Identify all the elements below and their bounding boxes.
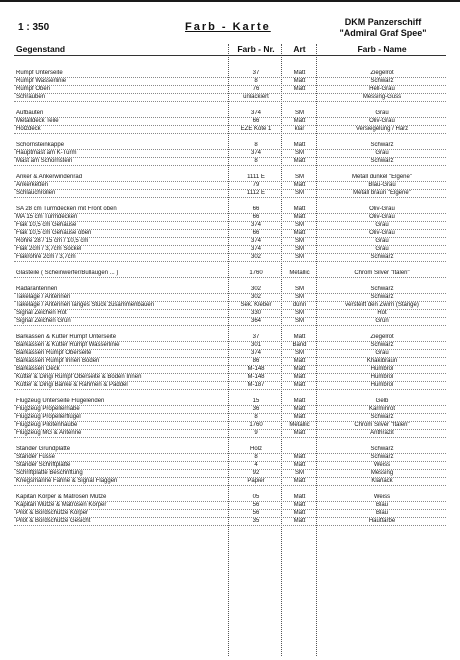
cell-farb-nr: 66 [252, 118, 260, 124]
table-row [14, 126, 446, 134]
cell-farb-name: Metall dunkel "Elgene" [352, 174, 412, 180]
cell-gegenstand: MA 15 cm Turmdecken [16, 214, 78, 220]
cell-art: SM [295, 310, 304, 316]
cell-farb-name: Weiss [373, 462, 391, 468]
cell-art: Matt [293, 334, 306, 340]
cell-farb-nr: 35 [252, 518, 260, 524]
cell-farb-nr: 302 [250, 286, 261, 292]
cell-gegenstand: Schriftplatte Beschriftung [16, 470, 83, 476]
cell-gegenstand: Flugzeug Propellernabe [16, 406, 80, 412]
cell-farb-nr: 56 [252, 510, 260, 516]
cell-art: Metallic [289, 422, 310, 428]
cell-farb-name: Karminrot [368, 406, 395, 412]
cell-gegenstand: Pilot & Bordschütze Körper [16, 510, 89, 516]
cell-farb-nr: 37 [252, 334, 260, 340]
cell-art: Matt [293, 78, 306, 84]
cell-farb-nr: 8 [254, 142, 258, 148]
cell-farb-nr: Holz [249, 446, 262, 452]
table-row [14, 78, 446, 86]
table-row [14, 518, 446, 526]
table-row [14, 406, 446, 414]
cell-farb-name: Schwarz [370, 142, 394, 148]
table-row [14, 222, 446, 230]
cell-farb-nr: 92 [252, 470, 260, 476]
cell-gegenstand: Signal Zeichen Rot [16, 310, 67, 316]
cell-gegenstand: Rumpf Unterseite [16, 70, 63, 76]
cell-farb-name: Grau [375, 110, 389, 116]
cell-gegenstand: Barkassen Rumpf Oberseite [16, 350, 92, 356]
cell-farb-name: Schwarz [370, 342, 394, 348]
cell-gegenstand: Rumpf Wasserlinie [16, 78, 67, 84]
cell-art: Matt [293, 494, 306, 500]
cell-art: SM [295, 246, 304, 252]
cell-farb-name: Oliv-Grau [369, 214, 395, 220]
cell-farb-name: Grau [375, 238, 389, 244]
cell-farb-name: Humbrol [370, 374, 394, 380]
cell-gegenstand: SA 28 cm Turmdecken mit Front oben [16, 206, 117, 212]
cell-farb-nr: 301 [250, 342, 261, 348]
cell-farb-name: Schwarz [370, 294, 394, 300]
header-art: Art [293, 44, 306, 54]
cell-farb-nr: unlackiert [243, 94, 269, 100]
cell-farb-name: Schwarz [370, 454, 394, 460]
cell-farb-nr: M-148 [247, 366, 265, 372]
cell-gegenstand: Kapitän Körper & Matrosen Mütze [16, 494, 107, 500]
cell-farb-name: Schwarz [370, 158, 394, 164]
cell-gegenstand: Kriegsmarine Fahne & Signal Flaggen [16, 478, 118, 484]
cell-gegenstand: Ständer Füsse [16, 454, 56, 460]
table-row [14, 246, 446, 254]
cell-farb-name: Schwarz [370, 414, 394, 420]
cell-farb-nr: EZE Kote 1 [240, 126, 272, 132]
table-row [14, 350, 446, 358]
cell-art: Matt [293, 374, 306, 380]
table-row [14, 150, 446, 158]
cell-gegenstand: Mast am Schornstein [16, 158, 73, 164]
cell-farb-nr: 86 [252, 358, 260, 364]
cell-farb-name: Blau-Grau [368, 182, 396, 188]
cell-farb-nr: 8 [254, 454, 258, 460]
header-gegenstand: Gegenstand [16, 44, 66, 54]
cell-gegenstand: Anker & Ankerwindenrad [16, 174, 83, 180]
cell-gegenstand: Rohre 28 / 15 cm / 10,5 cm [16, 238, 89, 244]
cell-farb-nr: 364 [250, 318, 261, 324]
cell-farb-name: Grau [375, 150, 389, 156]
cell-farb-name: Schwarz [370, 446, 394, 452]
cell-farb-nr: 374 [250, 246, 261, 252]
cell-farb-name: Ziegelrot [370, 334, 394, 340]
color-table [14, 44, 446, 656]
table-row [14, 382, 446, 390]
cell-gegenstand: Flugzeug Unterseite Flügelenden [16, 398, 105, 404]
cell-farb-name: Gelb [375, 398, 389, 404]
cell-farb-nr: 37 [252, 70, 260, 76]
cell-farb-name: Schwarz [370, 286, 394, 292]
cell-art: Matt [293, 462, 306, 468]
cell-farb-name: Hell-Grau [369, 86, 395, 92]
cell-gegenstand: Kutter & Dingi Rumpf Oberseite & Boden Innen [16, 374, 142, 380]
cell-farb-nr: Sek. Kleber [240, 302, 272, 308]
cell-art: dünn [292, 302, 307, 308]
cell-farb-nr: 36 [252, 406, 260, 412]
cell-art: Matt [293, 478, 306, 484]
cell-farb-name: Anthrazit [370, 430, 394, 436]
table-row [14, 70, 446, 78]
cell-art: Matt [293, 230, 306, 236]
header-farb-nr: Farb - Nr. [237, 44, 275, 54]
cell-art: Matt [293, 510, 306, 516]
table-row [14, 310, 446, 318]
cell-farb-nr: 374 [250, 238, 261, 244]
cell-gegenstand: Kapitän Mütze & Matrosen Körper [16, 502, 107, 508]
cell-farb-nr: 9 [254, 430, 258, 436]
cell-farb-nr: 330 [250, 310, 261, 316]
table-row [14, 110, 446, 118]
cell-farb-name: Grau [375, 222, 389, 228]
cell-gegenstand: Metalldeck Teile [16, 118, 59, 124]
cell-farb-name: Versiegelung / Harz [355, 126, 409, 132]
cell-farb-nr: 66 [252, 230, 260, 236]
cell-farb-name: Klarlack [371, 478, 393, 484]
cell-art: SM [295, 350, 304, 356]
cell-farb-name: Rot [377, 310, 387, 316]
cell-gegenstand: Flak 2cm / 3,7cm Sockel [16, 246, 82, 252]
cell-gegenstand: Aufbauten [16, 110, 44, 116]
table-row [14, 454, 446, 462]
cell-gegenstand: Flak 10,5 cm Gehäuse [16, 222, 77, 228]
cell-art: SM [295, 294, 304, 300]
table-row [14, 358, 446, 366]
cell-art: Matt [293, 430, 306, 436]
table-row [14, 286, 446, 294]
cell-farb-nr: M-187 [247, 382, 265, 388]
cell-art: Band [292, 342, 307, 348]
table-row [14, 230, 446, 238]
table-row [14, 206, 446, 214]
cell-art: Metallic [289, 270, 310, 276]
cell-farb-nr: 15 [252, 398, 260, 404]
cell-gegenstand: Flakrohre 2cm / 3,7cm [16, 254, 76, 260]
cell-art: Matt [293, 414, 306, 420]
table-header-row [14, 44, 446, 56]
cell-farb-name: Oliv-Grau [369, 230, 395, 236]
cell-art: Matt [293, 406, 306, 412]
table-row [14, 374, 446, 382]
cell-art: Matt [293, 358, 306, 364]
table-row [14, 430, 446, 438]
cell-gegenstand: Barkassen Deck [16, 366, 60, 372]
cell-gegenstand: Barkassen & Kutter Rumpf Unterseite [16, 334, 117, 340]
cell-gegenstand: Flugzeug Pilotenhaube [16, 422, 78, 428]
cell-farb-name: Schwarz [370, 254, 394, 260]
cell-gegenstand: Takelage / Antennen [16, 294, 71, 300]
cell-gegenstand: Flak 10,5 cm Gehäuse oben [16, 230, 92, 236]
table-row [14, 118, 446, 126]
cell-art: Matt [293, 118, 306, 124]
cell-art: Matt [293, 206, 306, 212]
cell-farb-nr: Papier [247, 478, 265, 484]
table-row [14, 158, 446, 166]
table-row [14, 446, 446, 454]
cell-farb-name: Grau [375, 246, 389, 252]
cell-farb-nr: 66 [252, 214, 260, 220]
cell-art: klar [294, 126, 305, 132]
cell-farb-name: Ziegelrot [370, 70, 394, 76]
cell-art: Matt [293, 70, 306, 76]
cell-farb-name: Messing [370, 470, 394, 476]
cell-farb-name: Oliv-Grau [369, 206, 395, 212]
cell-gegenstand: Barkassen Rumpf Innen Boden [16, 358, 100, 364]
cell-gegenstand: Ständer Schriftplatte [16, 462, 71, 468]
cell-art: SM [295, 150, 304, 156]
cell-gegenstand: Flugzeug MG & Antenne [16, 430, 82, 436]
cell-gegenstand: Barkassen & Kutter Rumpf Wasserlinie [16, 342, 120, 348]
cell-gegenstand: Pilot & Bordschütze Gesicht [16, 518, 91, 524]
table-row [14, 190, 446, 198]
cell-farb-nr: 79 [252, 182, 260, 188]
cell-farb-nr: 1760 [249, 422, 263, 428]
cell-gegenstand: Holzdeck [16, 126, 41, 132]
cell-farb-nr: 302 [250, 254, 261, 260]
table-row [14, 174, 446, 182]
cell-gegenstand: Takelage / Antennen langes Stück zusammenbauen [16, 302, 155, 308]
model-name-line1: DKM Panzerschiff [344, 17, 422, 27]
table-row [14, 334, 446, 342]
table-row [14, 494, 446, 502]
cell-gegenstand: Ständer Grundplatte [16, 446, 71, 452]
cell-farb-name: Grau [375, 350, 389, 356]
table-row [14, 342, 446, 350]
table-row [14, 422, 446, 430]
table-row [14, 254, 446, 262]
table-row [14, 270, 446, 278]
cell-art: Matt [293, 86, 306, 92]
cell-art: SM [295, 470, 304, 476]
cell-farb-nr: 374 [250, 222, 261, 228]
top-border-line [0, 0, 460, 2]
cell-art: SM [295, 190, 304, 196]
table-row [14, 238, 446, 246]
cell-gegenstand: Ankerketten [16, 182, 49, 188]
cell-art: SM [295, 254, 304, 260]
cell-farb-nr: 302 [250, 294, 261, 300]
cell-art: Matt [293, 518, 306, 524]
table-row [14, 366, 446, 374]
cell-farb-name: Humbrol [370, 382, 394, 388]
table-row [14, 510, 446, 518]
cell-art: Matt [293, 454, 306, 460]
cell-gegenstand: Schlauchrollen [16, 190, 56, 196]
cell-art: Matt [293, 182, 306, 188]
page-title: Farb - Karte [185, 21, 271, 33]
cell-farb-nr: 56 [252, 502, 260, 508]
cell-gegenstand: Schornsteinkappe [16, 142, 65, 148]
cell-art: Matt [293, 398, 306, 404]
cell-art: SM [295, 110, 304, 116]
cell-farb-name: Oliv-Grau [369, 118, 395, 124]
table-row [14, 398, 446, 406]
cell-farb-nr: M-148 [247, 374, 265, 380]
cell-art: SM [295, 222, 304, 228]
cell-farb-nr: 66 [252, 206, 260, 212]
cell-art: Matt [293, 366, 306, 372]
cell-farb-name: Chrom Silver "Italeri" [354, 422, 410, 428]
table-row [14, 470, 446, 478]
table-row [14, 302, 446, 310]
cell-farb-nr: 8 [254, 414, 258, 420]
cell-farb-name: Blau [375, 510, 388, 516]
cell-farb-name: Khakibraun [366, 358, 398, 364]
cell-gegenstand: Radarantennen [16, 286, 58, 292]
cell-gegenstand: Rumpf Oben [16, 86, 51, 92]
cell-farb-nr: 4 [254, 462, 258, 468]
cell-farb-nr: 1111 E [247, 174, 265, 180]
cell-farb-name: versteift den Zwirn (Stange) [345, 302, 419, 308]
cell-farb-nr: 374 [250, 350, 261, 356]
cell-farb-name: Weiss [373, 494, 391, 500]
header-farb-name: Farb - Name [357, 44, 407, 54]
cell-farb-nr: 8 [254, 158, 258, 164]
cell-gegenstand: Schrauben [16, 94, 46, 100]
cell-farb-name: Grün [375, 318, 389, 324]
scale-label: 1 : 350 [18, 22, 50, 33]
cell-gegenstand: Hauptmast am K-Turm [16, 150, 77, 156]
cell-gegenstand: Glasteile ( Scheinwerfer/Bullaugen ... ) [16, 270, 119, 276]
cell-gegenstand: Signal Zeichen Grün [16, 318, 71, 324]
cell-farb-name: Messing-Guss [362, 94, 402, 100]
cell-farb-name: Humbrol [370, 366, 394, 372]
table-row [14, 182, 446, 190]
cell-gegenstand: Flugzeug Propellerflügel [16, 414, 81, 420]
cell-art: SM [295, 238, 304, 244]
table-row [14, 462, 446, 470]
cell-farb-name: Schwarz [370, 78, 394, 84]
cell-art: Matt [293, 214, 306, 220]
table-row [14, 86, 446, 94]
cell-farb-nr: 05 [252, 494, 260, 500]
cell-art: SM [295, 318, 304, 324]
cell-farb-nr: 1112 E [246, 190, 266, 196]
cell-art: SM [295, 174, 304, 180]
cell-farb-nr: 1760 [249, 270, 263, 276]
cell-farb-name: Chrom Silver "Italeri" [354, 270, 410, 276]
cell-art: SM [295, 286, 304, 292]
table-row [14, 214, 446, 222]
cell-gegenstand: Kutter & Dingi Bänke & Rahmen & Paddel [16, 382, 128, 388]
table-row [14, 414, 446, 422]
cell-farb-name: Blau [375, 502, 388, 508]
table-row [14, 318, 446, 326]
table-row [14, 502, 446, 510]
cell-farb-nr: 76 [252, 86, 260, 92]
table-row [14, 478, 446, 486]
cell-art: Matt [293, 502, 306, 508]
table-row [14, 142, 446, 150]
cell-art: Matt [293, 382, 306, 388]
cell-farb-nr: 374 [250, 150, 261, 156]
cell-farb-nr: 374 [250, 110, 261, 116]
cell-art: Matt [293, 158, 306, 164]
cell-farb-name: Metall braun "Elgene" [353, 190, 411, 196]
cell-farb-nr: 8 [254, 78, 258, 84]
model-name-line2: "Admiral Graf Spee" [339, 28, 427, 38]
table-row [14, 94, 446, 102]
cell-farb-name: Hautfarbe [368, 518, 396, 524]
cell-art: Matt [293, 142, 306, 148]
table-row [14, 294, 446, 302]
